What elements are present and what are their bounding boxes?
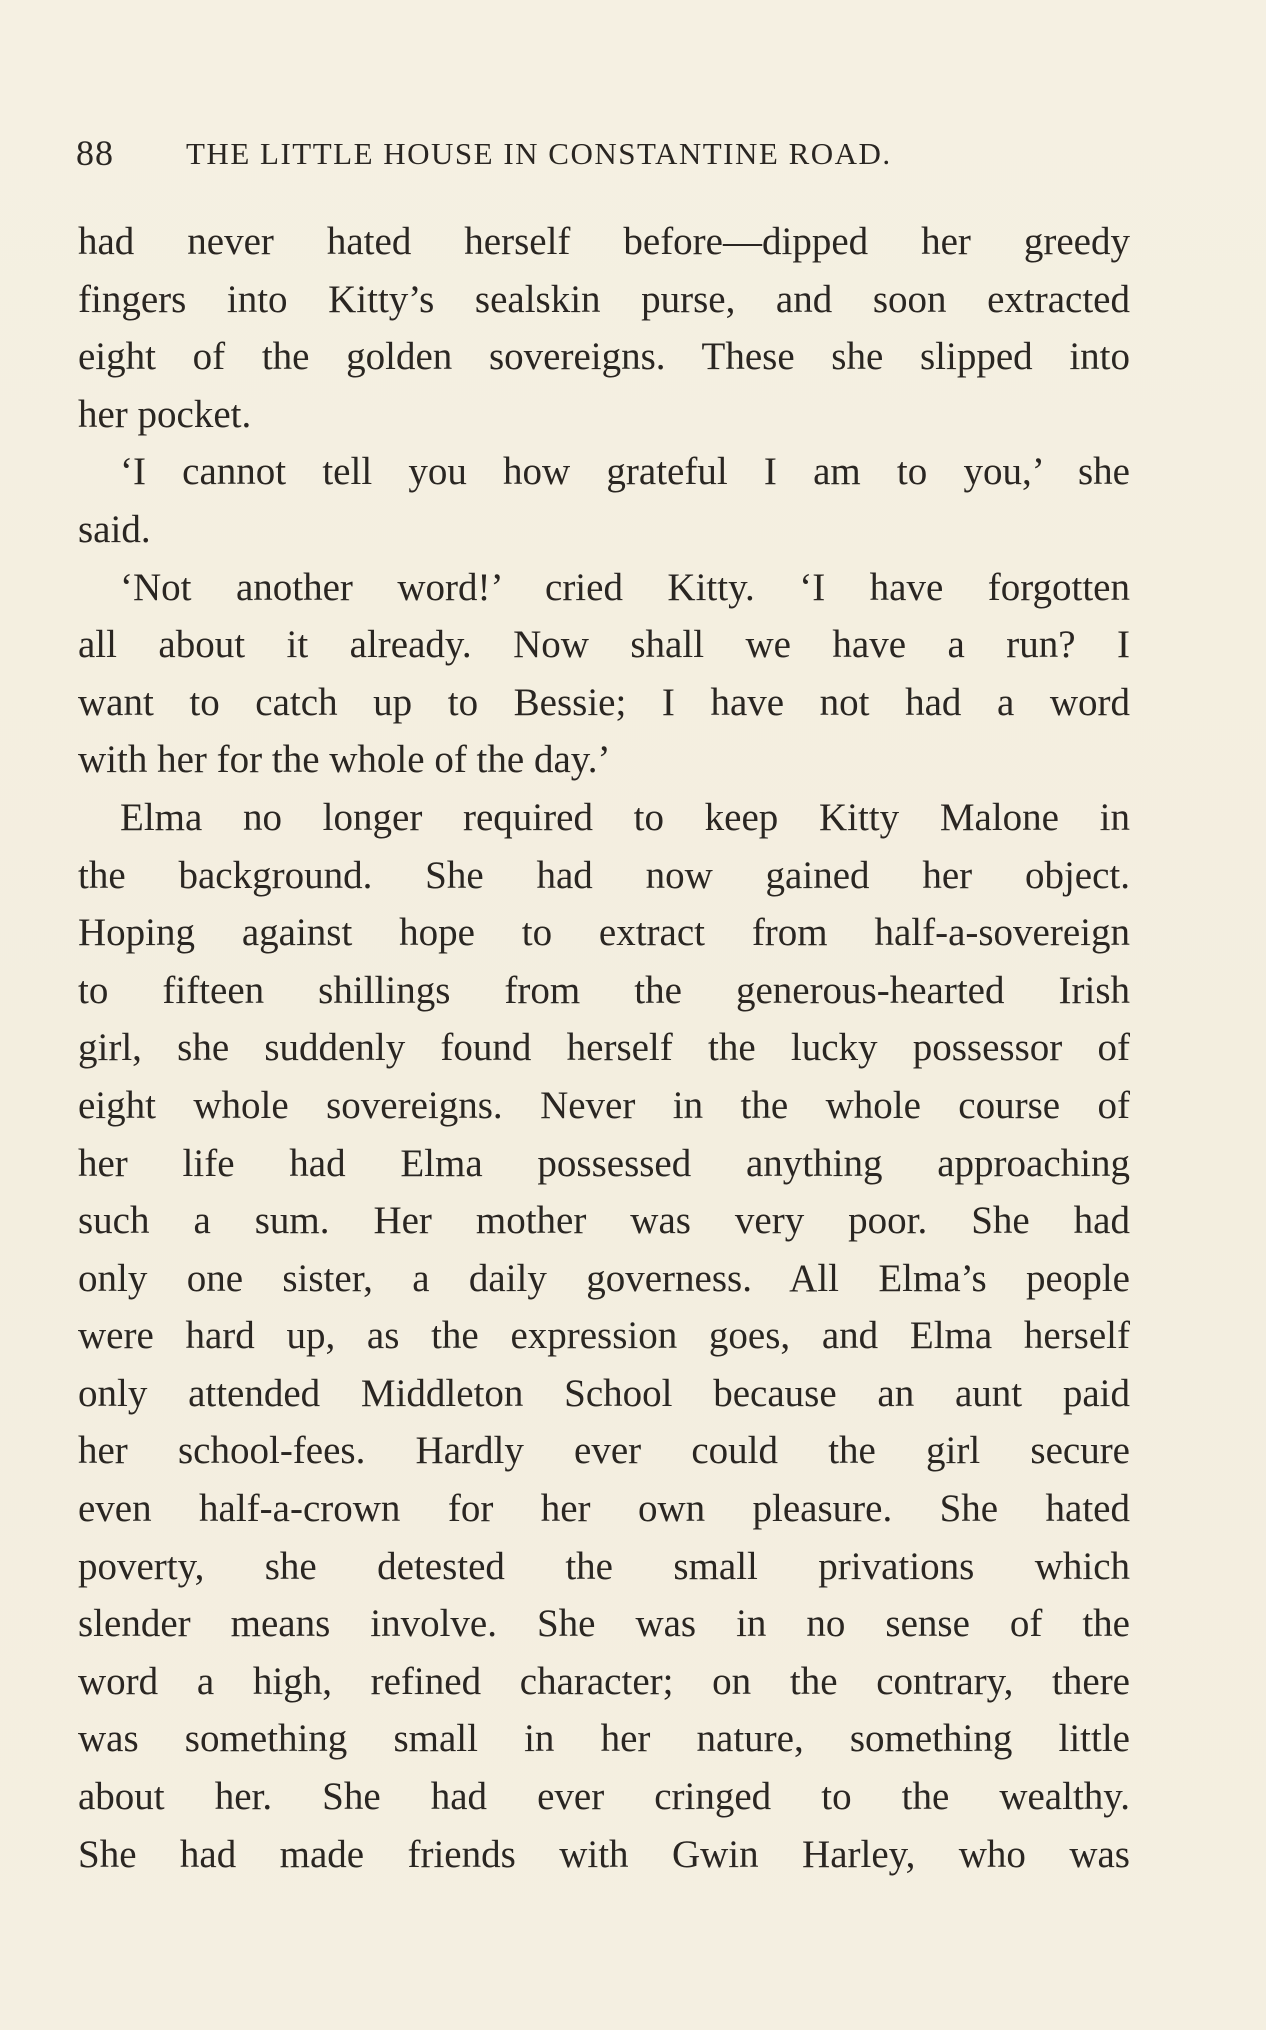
- text-line: eight whole sovereigns. Never in the whole course of: [78, 1083, 1130, 1127]
- text-line: ‘Not another word!’ cried Kitty. ‘I have forgotten: [120, 565, 1130, 609]
- text-line: were hard up, as the expression goes, and Elma herself: [78, 1314, 1130, 1358]
- text-line: fingers into Kitty’s sealskin purse, and soon extracted: [78, 277, 1130, 321]
- text-line: Hoping against hope to extract from half-a-sovereign: [78, 911, 1130, 955]
- body-text: [78, 213, 1130, 1883]
- text-line: word a high, refined character; on the contrary, there: [78, 1659, 1130, 1703]
- text-line: girl, she suddenly found herself the lucky possessor of: [78, 1026, 1130, 1070]
- text-line: only attended Middleton School because an aunt paid: [78, 1371, 1130, 1415]
- text-line: want to catch up to Bessie; I have not had a word: [78, 680, 1130, 724]
- page-number: 88: [76, 133, 114, 173]
- text-line: all about it already. Now shall we have a run? I: [78, 623, 1130, 667]
- text-line: the background. She had now gained her object.: [78, 853, 1130, 897]
- text-line: only one sister, a daily governess. All Elma’s people: [78, 1256, 1130, 1300]
- text-line: such a sum. Her mother was very poor. She had: [78, 1199, 1130, 1243]
- text-line: said.: [78, 507, 151, 551]
- text-line: slender means involve. She was in no sense of the: [78, 1602, 1130, 1646]
- text-line: with her for the whole of the day.’: [78, 738, 611, 782]
- text-line: had never hated herself before—dipped her greedy: [78, 220, 1130, 263]
- text-line: She had made friends with Gwin Harley, who was: [78, 1832, 1130, 1876]
- text-line: about her. She had ever cringed to the wealthy.: [78, 1775, 1130, 1819]
- text-line: her life had Elma possessed anything approaching: [78, 1141, 1130, 1185]
- text-line: poverty, she detested the small privations which: [78, 1544, 1130, 1588]
- text-line: ‘I cannot tell you how grateful I am to you,’ she: [120, 450, 1130, 494]
- text-line: her pocket.: [78, 392, 252, 436]
- text-line: eight of the golden sovereigns. These she slipped into: [78, 335, 1130, 379]
- text-line: was something small in her nature, something little: [78, 1717, 1130, 1761]
- running-title: THE LITTLE HOUSE IN CONSTANTINE ROAD.: [186, 136, 892, 171]
- running-head: [76, 132, 1136, 176]
- text-line: Elma no longer required to keep Kitty Malone in: [120, 795, 1130, 839]
- text-line: her school-fees. Hardly ever could the girl secure: [78, 1429, 1130, 1473]
- text-line: even half-a-crown for her own pleasure. She hated: [78, 1487, 1130, 1531]
- text-line: to fifteen shillings from the generous-hearted Irish: [78, 968, 1130, 1012]
